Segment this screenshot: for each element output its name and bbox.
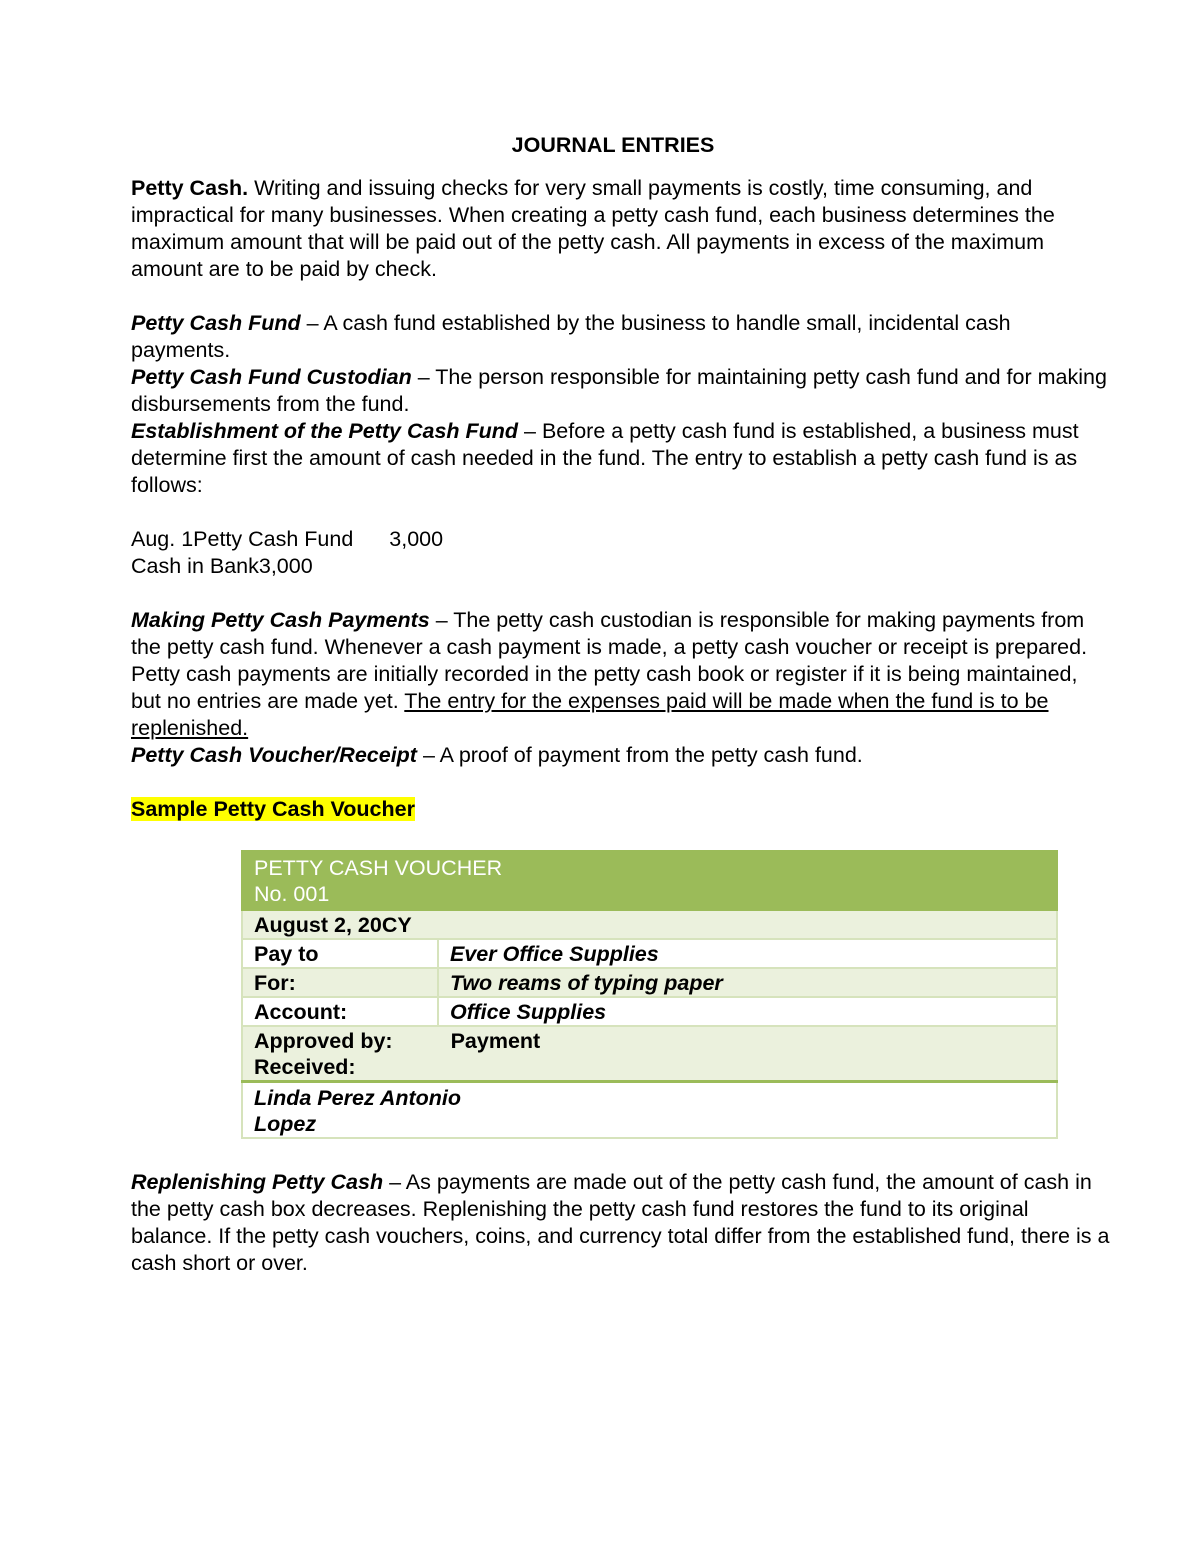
intro-paragraph: [131, 175, 1111, 283]
replenish-term: Replenishing Petty Cash: [131, 1170, 384, 1194]
approval-cell: [242, 1026, 1057, 1082]
page-title: JOURNAL ENTRIES: [511, 133, 715, 157]
account-label: Account:: [242, 997, 438, 1026]
voucher-title: PETTY CASH VOUCHER: [254, 856, 503, 880]
definition-term: Petty Cash Fund: [131, 311, 301, 335]
definition-custodian: [131, 364, 1111, 418]
definition-text: – The person responsible for maintaining petty cash fund and for making disbursements from the fund.: [131, 365, 1107, 416]
voucher-def-text: – A proof of payment from the petty cash fund.: [416, 743, 863, 767]
sample-heading: [131, 796, 1111, 823]
voucher-account-row: [242, 997, 1057, 1026]
replenish-text: – As payments are made out of the petty cash fund, the amount of cash in the petty cash box decreases. Replenishing the petty cash fund restores the fund to its original balance. If the petty cash vouchers, coins, and currency total differ from the established fund, there is a cash short or over.: [131, 1170, 1110, 1275]
voucher-header-row: [242, 851, 1057, 910]
voucher-date: August 2, 20CY: [242, 910, 1057, 939]
signer-line-1: Linda Perez Antonio: [254, 1086, 462, 1110]
voucher-approval-row: [242, 1026, 1057, 1082]
voucher-header-cell: [242, 851, 1057, 910]
intro-term: Petty Cash.: [131, 176, 249, 200]
payment-label: Payment: [450, 1029, 541, 1053]
sample-heading-text: Sample Petty Cash Voucher: [131, 797, 415, 821]
received-label: Received:: [254, 1055, 356, 1079]
signature-cell: [242, 1082, 1057, 1139]
petty-cash-voucher-table: [241, 850, 1058, 1139]
entry-account: Aug. 1Petty Cash Fund: [131, 527, 354, 551]
payments-text: – The petty cash custodian is responsible for making payments from the petty cash fund. Whenever a cash payment is made, a petty cash voucher or receipt is prepared. Petty cash payments are initially recorded in the petty cash book or register if it is being maintained, but no entries are made yet.: [131, 608, 1088, 713]
voucher-date-row: [242, 910, 1057, 939]
definition-text: – Before a petty cash fund is established, a business must determine first the amount of cash needed in the fund. The entry to establish a petty cash fund is as follows:: [131, 419, 1079, 497]
voucher-signature-row: [242, 1082, 1057, 1139]
voucher-payto-row: [242, 939, 1057, 968]
replenish-paragraph: [131, 1169, 1111, 1277]
journal-entry-line-2: Cash in Bank3,000: [131, 554, 313, 578]
signer-line-2: Lopez: [254, 1112, 317, 1136]
definition-petty-cash-fund: [131, 310, 1111, 364]
journal-entry-line-1: [131, 526, 1111, 553]
definition-term: Establishment of the Petty Cash Fund: [131, 419, 519, 443]
definition-text: – A cash fund established by the business to handle small, incidental cash payments.: [131, 311, 1011, 362]
intro-text: Writing and issuing checks for very small payments is costly, time consuming, and impractical for many businesses. When creating a petty cash fund, each business determines the maximum amount that will be paid out of the petty cash. All payments in excess of the maximum amount are to be paid by check.: [131, 176, 1055, 281]
approved-label: Approved by:: [254, 1029, 393, 1053]
voucher-def-term: Petty Cash Voucher/Receipt: [131, 743, 417, 767]
voucher-for-row: [242, 968, 1057, 997]
definition-term: Petty Cash Fund Custodian: [131, 365, 412, 389]
for-label: For:: [242, 968, 438, 997]
payments-term: Making Petty Cash Payments: [131, 608, 430, 632]
account-value: Office Supplies: [438, 997, 1057, 1026]
approval-line: [254, 1028, 1045, 1054]
voucher-definition: [131, 742, 1111, 769]
payments-underlined-note: The entry for the expenses paid will be made when the fund is to be replenished.: [131, 689, 1049, 740]
for-value: Two reams of typing paper: [438, 968, 1057, 997]
payto-value: Ever Office Supplies: [438, 939, 1057, 968]
document-page: [131, 128, 1111, 1277]
voucher-number: No. 001: [254, 882, 330, 906]
definition-establishment: [131, 418, 1111, 499]
payments-paragraph: [131, 607, 1111, 742]
payto-label: Pay to: [242, 939, 438, 968]
entry-amount: 3,000: [389, 527, 444, 551]
